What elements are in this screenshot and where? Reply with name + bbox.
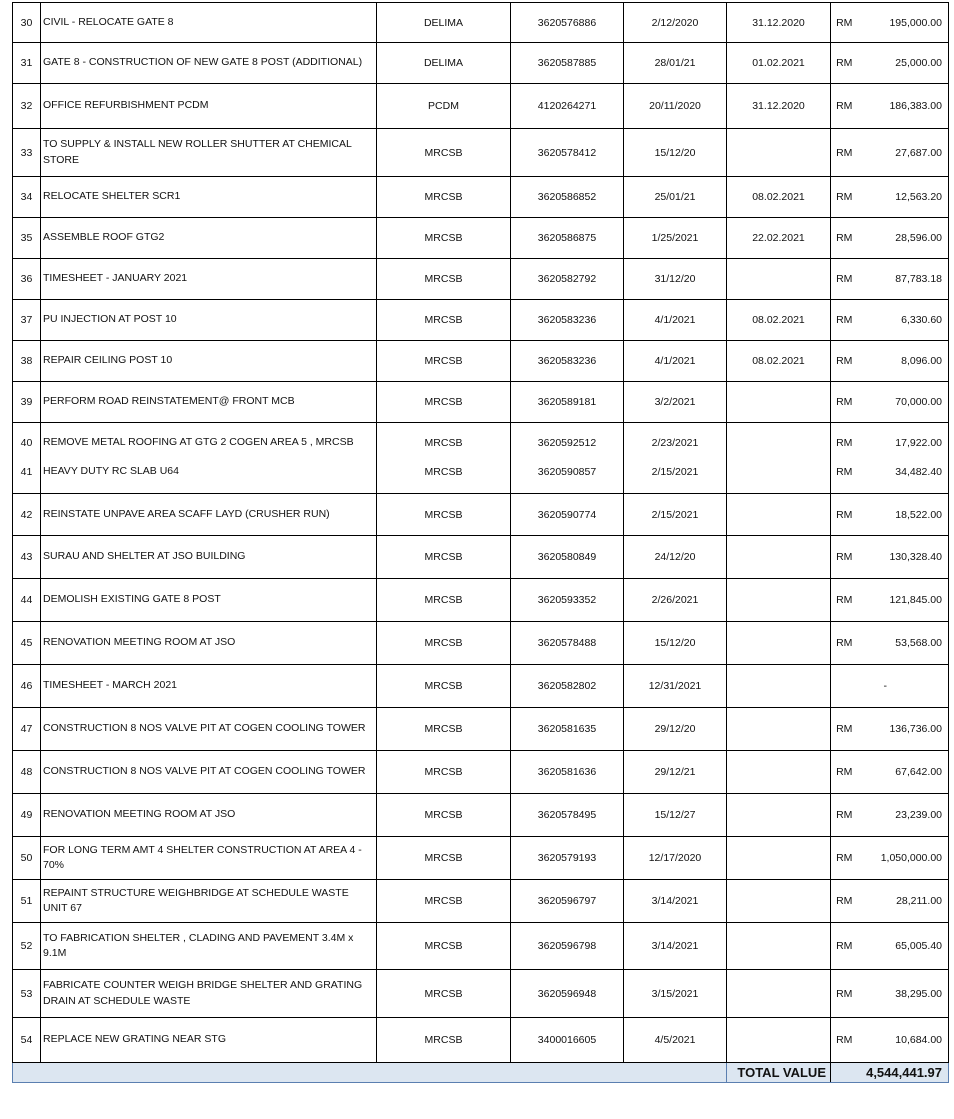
amount-value: 87,783.18 — [858, 259, 949, 300]
table-row — [13, 177, 949, 218]
po-number: 3620589181 — [511, 382, 624, 423]
amount-value: 25,000.00 — [858, 43, 949, 84]
po-date: 2/12/2020 — [624, 3, 727, 43]
vendor-code: MRCSB — [377, 457, 511, 494]
completion-date — [727, 457, 831, 494]
table-row — [13, 300, 949, 341]
vendor-code: MRCSB — [377, 708, 511, 751]
table-row — [13, 341, 949, 382]
currency-label: RM — [831, 341, 858, 382]
row-number: 34 — [13, 177, 41, 218]
amount-value: 12,563.20 — [858, 177, 949, 218]
row-number: 38 — [13, 341, 41, 382]
amount-value: 28,596.00 — [858, 218, 949, 259]
item-description: PERFORM ROAD REINSTATEMENT@ FRONT MCB — [41, 382, 377, 423]
item-description: RENOVATION MEETING ROOM AT JSO — [41, 794, 377, 837]
row-number: 49 — [13, 794, 41, 837]
vendor-code: MRCSB — [377, 300, 511, 341]
completion-date: 08.02.2021 — [727, 341, 831, 382]
currency-label: RM — [831, 494, 858, 536]
po-number: 3620586852 — [511, 177, 624, 218]
item-description: TIMESHEET - MARCH 2021 — [41, 665, 377, 708]
currency-label: RM — [831, 923, 858, 970]
po-date: 1/25/2021 — [624, 218, 727, 259]
vendor-code: MRCSB — [377, 177, 511, 218]
row-number: 52 — [13, 923, 41, 970]
row-number: 50 — [13, 837, 41, 880]
currency-label: RM — [831, 751, 858, 794]
po-date: 4/5/2021 — [624, 1018, 727, 1063]
amount-value: - — [858, 665, 949, 708]
item-description: REINSTATE UNPAVE AREA SCAFF LAYD (CRUSHER RUN) — [41, 494, 377, 536]
po-date: 15/12/20 — [624, 129, 727, 177]
row-number: 51 — [13, 880, 41, 923]
currency-label: RM — [831, 1018, 858, 1063]
item-description: GATE 8 - CONSTRUCTION OF NEW GATE 8 POST (ADDITIONAL) — [41, 43, 377, 84]
vendor-code: MRCSB — [377, 536, 511, 579]
completion-date — [727, 382, 831, 423]
currency-label: RM — [831, 3, 858, 43]
po-number: 3620578495 — [511, 794, 624, 837]
amount-value: 130,328.40 — [858, 536, 949, 579]
po-date: 2/26/2021 — [624, 579, 727, 622]
vendor-code: MRCSB — [377, 579, 511, 622]
po-date: 2/15/2021 — [624, 457, 727, 494]
currency-label: RM — [831, 579, 858, 622]
completion-date — [727, 751, 831, 794]
table-row — [13, 84, 949, 129]
po-date: 2/15/2021 — [624, 494, 727, 536]
vendor-code: MRCSB — [377, 382, 511, 423]
item-description: HEAVY DUTY RC SLAB U64 — [41, 457, 377, 494]
completion-date — [727, 837, 831, 880]
po-number: 3620581636 — [511, 751, 624, 794]
total-row — [13, 1063, 949, 1083]
completion-date: 22.02.2021 — [727, 218, 831, 259]
po-date: 12/17/2020 — [624, 837, 727, 880]
po-date: 12/31/2021 — [624, 665, 727, 708]
vendor-code: MRCSB — [377, 794, 511, 837]
po-number: 3620583236 — [511, 341, 624, 382]
vendor-code: MRCSB — [377, 129, 511, 177]
po-date: 15/12/20 — [624, 622, 727, 665]
amount-value: 53,568.00 — [858, 622, 949, 665]
row-number: 40 — [13, 423, 41, 457]
row-number: 35 — [13, 218, 41, 259]
table-row — [13, 794, 949, 837]
po-number: 3620578412 — [511, 129, 624, 177]
item-description: CIVIL - RELOCATE GATE 8 — [41, 3, 377, 43]
table-row — [13, 970, 949, 1018]
amount-value: 186,383.00 — [858, 84, 949, 129]
po-date: 3/14/2021 — [624, 923, 727, 970]
table-row — [13, 218, 949, 259]
row-number: 54 — [13, 1018, 41, 1063]
currency-label: RM — [831, 382, 858, 423]
completion-date: 01.02.2021 — [727, 43, 831, 84]
po-number: 3620587885 — [511, 43, 624, 84]
po-number: 3620596798 — [511, 923, 624, 970]
completion-date — [727, 794, 831, 837]
vendor-code: MRCSB — [377, 880, 511, 923]
vendor-code: MRCSB — [377, 837, 511, 880]
po-number: 3620596797 — [511, 880, 624, 923]
po-date: 29/12/21 — [624, 751, 727, 794]
item-description: RENOVATION MEETING ROOM AT JSO — [41, 622, 377, 665]
table-row — [13, 880, 949, 923]
completion-date — [727, 923, 831, 970]
table-row — [13, 751, 949, 794]
po-number: 3620582792 — [511, 259, 624, 300]
vendor-code: MRCSB — [377, 923, 511, 970]
item-description: RELOCATE SHELTER SCR1 — [41, 177, 377, 218]
currency-label: RM — [831, 457, 858, 494]
completion-date — [727, 536, 831, 579]
total-label: TOTAL VALUE — [727, 1063, 831, 1083]
po-number: 3620580849 — [511, 536, 624, 579]
table-row — [13, 259, 949, 300]
item-description: ASSEMBLE ROOF GTG2 — [41, 218, 377, 259]
completion-date: 08.02.2021 — [727, 177, 831, 218]
amount-value: 17,922.00 — [858, 423, 949, 457]
amount-value: 27,687.00 — [858, 129, 949, 177]
vendor-code: MRCSB — [377, 970, 511, 1018]
currency-label: RM — [831, 84, 858, 129]
table-row — [13, 43, 949, 84]
currency-label: RM — [831, 837, 858, 880]
vendor-code: MRCSB — [377, 341, 511, 382]
currency-label: RM — [831, 218, 858, 259]
item-description: TIMESHEET - JANUARY 2021 — [41, 259, 377, 300]
currency-label: RM — [831, 880, 858, 923]
row-number: 53 — [13, 970, 41, 1018]
row-number: 39 — [13, 382, 41, 423]
row-number: 30 — [13, 3, 41, 43]
row-number: 32 — [13, 84, 41, 129]
completion-date: 08.02.2021 — [727, 300, 831, 341]
amount-value: 1,050,000.00 — [858, 837, 949, 880]
amount-value: 195,000.00 — [858, 3, 949, 43]
row-number: 33 — [13, 129, 41, 177]
currency-label: RM — [831, 43, 858, 84]
completion-date — [727, 708, 831, 751]
item-description: PU INJECTION AT POST 10 — [41, 300, 377, 341]
amount-value: 136,736.00 — [858, 708, 949, 751]
amount-value: 6,330.60 — [858, 300, 949, 341]
total-value: 4,544,441.97 — [831, 1063, 949, 1083]
amount-value: 34,482.40 — [858, 457, 949, 494]
amount-value: 38,295.00 — [858, 970, 949, 1018]
po-date: 15/12/27 — [624, 794, 727, 837]
vendor-code: DELIMA — [377, 43, 511, 84]
amount-value: 28,211.00 — [858, 880, 949, 923]
po-number: 3620576886 — [511, 3, 624, 43]
item-description: REMOVE METAL ROOFING AT GTG 2 COGEN AREA 5 , MRCSB — [41, 423, 377, 457]
currency-label: RM — [831, 622, 858, 665]
item-description: TO FABRICATION SHELTER , CLADING AND PAVEMENT 3.4M x 9.1M — [41, 923, 377, 970]
item-description: CONSTRUCTION 8 NOS VALVE PIT AT COGEN COOLING TOWER — [41, 708, 377, 751]
table-row — [13, 579, 949, 622]
row-number: 36 — [13, 259, 41, 300]
po-number: 3620578488 — [511, 622, 624, 665]
completion-date — [727, 622, 831, 665]
po-number: 3620581635 — [511, 708, 624, 751]
currency-label: RM — [831, 794, 858, 837]
currency-label — [831, 665, 858, 708]
amount-value: 65,005.40 — [858, 923, 949, 970]
item-description: FABRICATE COUNTER WEIGH BRIDGE SHELTER AND GRATING DRAIN AT SCHEDULE WASTE — [41, 970, 377, 1018]
table-row — [13, 708, 949, 751]
work-orders-table — [12, 2, 949, 1083]
amount-value: 8,096.00 — [858, 341, 949, 382]
item-description: OFFICE REFURBISHMENT PCDM — [41, 84, 377, 129]
po-number: 4120264271 — [511, 84, 624, 129]
row-number: 48 — [13, 751, 41, 794]
vendor-code: MRCSB — [377, 665, 511, 708]
item-description: REPAIR CEILING POST 10 — [41, 341, 377, 382]
item-description: FOR LONG TERM AMT 4 SHELTER CONSTRUCTION AT AREA 4 - 70% — [41, 837, 377, 880]
row-number: 37 — [13, 300, 41, 341]
completion-date — [727, 129, 831, 177]
po-date: 28/01/21 — [624, 43, 727, 84]
vendor-code: MRCSB — [377, 494, 511, 536]
po-date: 3/15/2021 — [624, 970, 727, 1018]
table-body — [13, 3, 949, 1083]
table-row — [13, 665, 949, 708]
po-number: 3620593352 — [511, 579, 624, 622]
completion-date — [727, 970, 831, 1018]
po-date: 3/14/2021 — [624, 880, 727, 923]
po-number: 3620592512 — [511, 423, 624, 457]
currency-label: RM — [831, 423, 858, 457]
table-row — [13, 494, 949, 536]
currency-label: RM — [831, 708, 858, 751]
amount-value: 10,684.00 — [858, 1018, 949, 1063]
vendor-code: MRCSB — [377, 259, 511, 300]
table-row — [13, 923, 949, 970]
currency-label: RM — [831, 177, 858, 218]
po-date: 2/23/2021 — [624, 423, 727, 457]
completion-date — [727, 880, 831, 923]
amount-value: 23,239.00 — [858, 794, 949, 837]
total-spacer — [13, 1063, 727, 1083]
row-number: 45 — [13, 622, 41, 665]
item-description: REPAINT STRUCTURE WEIGHBRIDGE AT SCHEDULE WASTE UNIT 67 — [41, 880, 377, 923]
amount-value: 18,522.00 — [858, 494, 949, 536]
po-date: 20/11/2020 — [624, 84, 727, 129]
row-number: 31 — [13, 43, 41, 84]
completion-date — [727, 1018, 831, 1063]
completion-date: 31.12.2020 — [727, 3, 831, 43]
row-number: 44 — [13, 579, 41, 622]
item-description: REPLACE NEW GRATING NEAR STG — [41, 1018, 377, 1063]
item-description: TO SUPPLY & INSTALL NEW ROLLER SHUTTER AT CHEMICAL STORE — [41, 129, 377, 177]
completion-date — [727, 423, 831, 457]
po-date: 24/12/20 — [624, 536, 727, 579]
po-number: 3400016605 — [511, 1018, 624, 1063]
table-row — [13, 457, 949, 494]
row-number: 41 — [13, 457, 41, 494]
po-date: 31/12/20 — [624, 259, 727, 300]
row-number: 42 — [13, 494, 41, 536]
po-number: 3620579193 — [511, 837, 624, 880]
completion-date — [727, 579, 831, 622]
currency-label: RM — [831, 300, 858, 341]
currency-label: RM — [831, 970, 858, 1018]
currency-label: RM — [831, 536, 858, 579]
table-row — [13, 423, 949, 457]
table-row — [13, 3, 949, 43]
table-row — [13, 837, 949, 880]
po-date: 4/1/2021 — [624, 300, 727, 341]
item-description: CONSTRUCTION 8 NOS VALVE PIT AT COGEN COOLING TOWER — [41, 751, 377, 794]
completion-date — [727, 259, 831, 300]
item-description: SURAU AND SHELTER AT JSO BUILDING — [41, 536, 377, 579]
row-number: 43 — [13, 536, 41, 579]
vendor-code: DELIMA — [377, 3, 511, 43]
vendor-code: MRCSB — [377, 751, 511, 794]
table-row — [13, 1018, 949, 1063]
completion-date: 31.12.2020 — [727, 84, 831, 129]
amount-value: 67,642.00 — [858, 751, 949, 794]
currency-label: RM — [831, 129, 858, 177]
po-number: 3620590857 — [511, 457, 624, 494]
po-date: 3/2/2021 — [624, 382, 727, 423]
completion-date — [727, 494, 831, 536]
amount-value: 121,845.00 — [858, 579, 949, 622]
completion-date — [727, 665, 831, 708]
po-number: 3620582802 — [511, 665, 624, 708]
vendor-code: MRCSB — [377, 218, 511, 259]
amount-value: 70,000.00 — [858, 382, 949, 423]
po-number: 3620590774 — [511, 494, 624, 536]
po-date: 4/1/2021 — [624, 341, 727, 382]
row-number: 47 — [13, 708, 41, 751]
po-date: 25/01/21 — [624, 177, 727, 218]
item-description: DEMOLISH EXISTING GATE 8 POST — [41, 579, 377, 622]
table-row — [13, 622, 949, 665]
po-date: 29/12/20 — [624, 708, 727, 751]
vendor-code: MRCSB — [377, 1018, 511, 1063]
table-row — [13, 129, 949, 177]
row-number: 46 — [13, 665, 41, 708]
vendor-code: MRCSB — [377, 423, 511, 457]
po-number: 3620596948 — [511, 970, 624, 1018]
po-number: 3620586875 — [511, 218, 624, 259]
po-number: 3620583236 — [511, 300, 624, 341]
table-row — [13, 382, 949, 423]
vendor-code: MRCSB — [377, 622, 511, 665]
currency-label: RM — [831, 259, 858, 300]
vendor-code: PCDM — [377, 84, 511, 129]
table-row — [13, 536, 949, 579]
